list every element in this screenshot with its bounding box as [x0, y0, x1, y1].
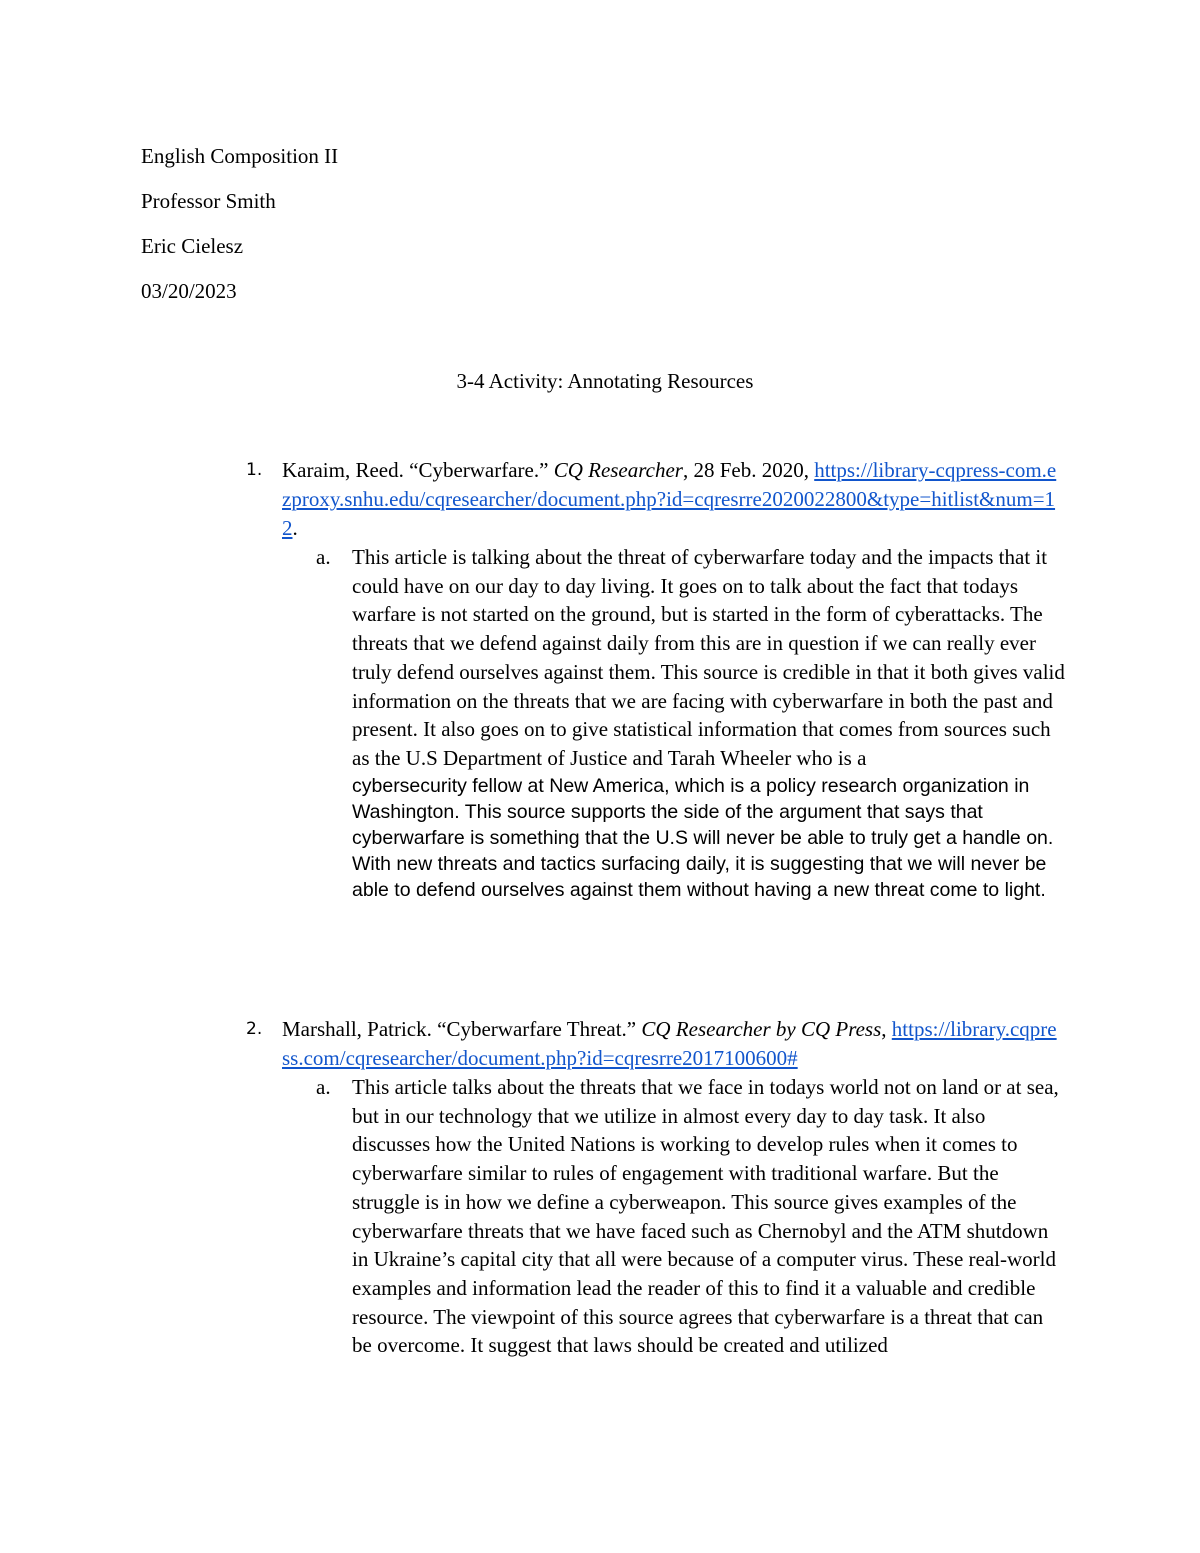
- citation-author-title: Marshall, Patrick. “Cyberwarfare Threat.”: [282, 1017, 642, 1041]
- citation-end: .: [292, 516, 298, 540]
- document-date: 03/20/2023: [141, 279, 237, 303]
- professor-name: Professor Smith: [141, 189, 276, 213]
- citation-separator: ,: [881, 1017, 892, 1041]
- annotation-text: This article talks about the threats that we face in todays world not on land or at sea, but in our technology that we utilize in almost every day to day task. It also discusses how the United Nations is working to develop rules when it comes to cyberwarfare similar to rules of engagement with traditional warfare. But the struggle is in how we define a cyberweapon. This source gives examples of the cyberwarfare threats that we have faced such as Chernobyl and the ATM shutdown in Ukraine’s capital city that all were because of a computer virus. These real-world examples and information lead the reader of this to find it a valuable and credible resource. The viewpoint of this source agrees that cyberwarfare is a threat that can be overcome. It suggest that laws should be created and utilized: [352, 1075, 1059, 1358]
- student-name: Eric Cielesz: [141, 234, 244, 258]
- citation-author-title: Karaim, Reed. “Cyberwarfare.”: [282, 458, 554, 482]
- list-number: 2.: [246, 1019, 263, 1039]
- citation-link[interactable]: https://library-cqpress-com.ezproxy.snhu.edu/cqresearcher/document.php?id=cqresrre2020022800&type=hitlist&num=12: [282, 458, 1057, 540]
- annotation: [316, 1073, 1066, 1360]
- annotation-text: This article is talking about the threat of cyberwarfare today and the impacts that it could have on our day to day living. It goes on to talk about the fact that todays warfare is not started on the ground, but is started in the form of cyberattacks. The threats that we defend against daily from this are in question if we can really ever truly defend ourselves against them. This source is credible in that it both gives valid information on the threats that we are facing with cyberwarfare in both the past and present. It also goes on to give statistical information that comes from sources such as the U.S Department of Justice and Tarah Wheeler who is a: [352, 545, 1065, 770]
- annotation: [316, 543, 1066, 904]
- annotated-source-1: [246, 456, 1066, 904]
- citation: [282, 1015, 1062, 1073]
- list-number: 1.: [246, 460, 263, 480]
- citation-date: , 28 Feb. 2020,: [682, 458, 815, 482]
- citation-source: CQ Researcher by CQ Press: [641, 1017, 882, 1041]
- document-title: 3-4 Activity: Annotating Resources: [456, 369, 754, 393]
- annotation-text-continued: cybersecurity fellow at New America, which is a policy research organization in Washington. This source supports the side of the argument that says that cyberwarfare is something that the U.S will never be able to truly get a handle on. With new threats and tactics surfacing daily, it is suggesting that we will never be able to defend ourselves against them without having a new threat come to light.: [352, 774, 1054, 902]
- citation-link[interactable]: https://library.cqpress.com/cqresearcher/document.php?id=cqresrre2017100600#: [282, 1017, 1057, 1070]
- annotation-marker: a.: [316, 1075, 331, 1099]
- citation-source: CQ Researcher: [553, 458, 683, 482]
- annotated-source-2: [246, 1015, 1066, 1360]
- citation: [282, 456, 1062, 543]
- course-name: English Composition II: [141, 144, 339, 168]
- annotation-marker: a.: [316, 545, 331, 569]
